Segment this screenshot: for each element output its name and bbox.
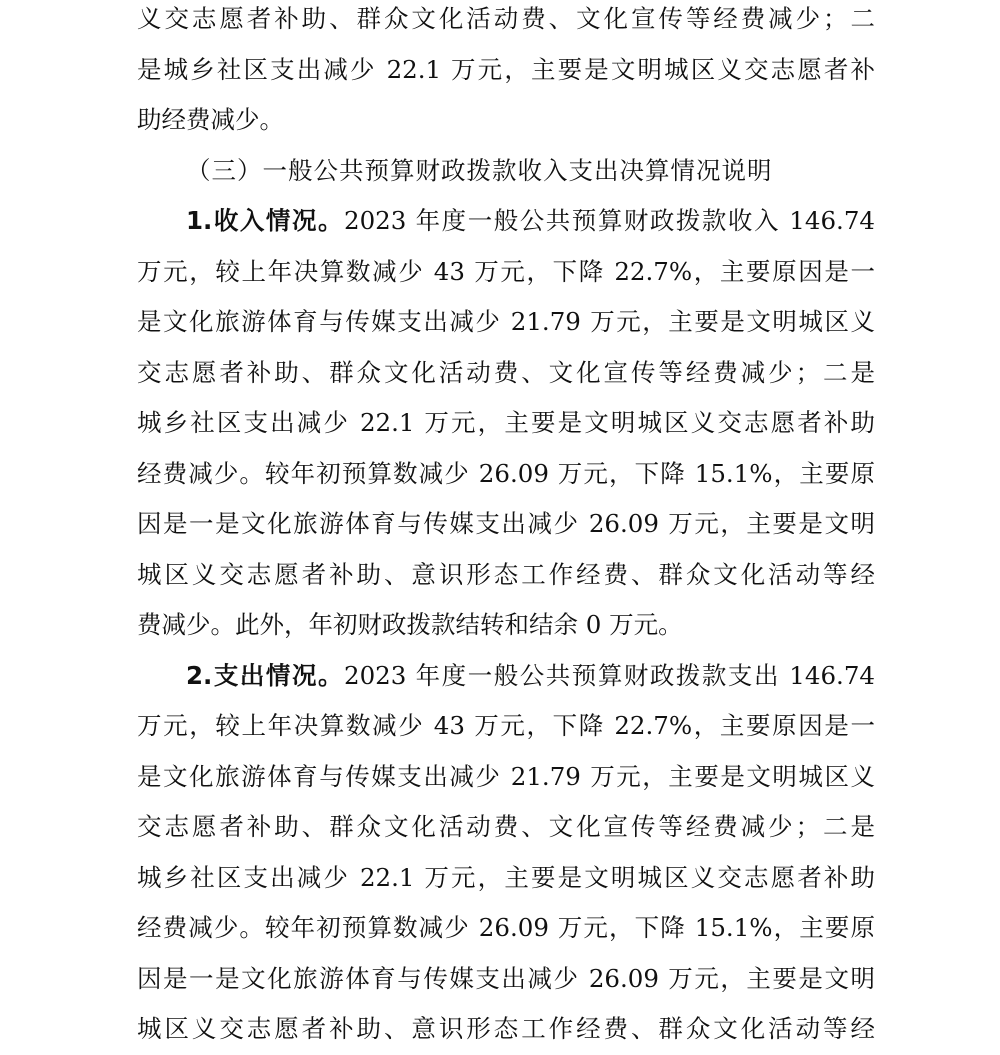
text-line: 义交志愿者补助、群众文化活动费、文化宣传等经费减少；二 bbox=[137, 4, 875, 33]
expense-label: 2.支出情况。 bbox=[186, 660, 344, 690]
text-line: 因是一是文化旅游体育与传媒支出减少 26.09 万元，主要是文明 bbox=[137, 509, 875, 538]
text-line: 助经费减少。 bbox=[137, 105, 284, 134]
text-line: 费减少。此外，年初财政拨款结转和结余 0 万元。 bbox=[137, 610, 683, 639]
text-line: 经费减少。较年初预算数减少 26.09 万元，下降 15.1%，主要原 bbox=[137, 458, 875, 488]
text-line: 因是一是文化旅游体育与传媒支出减少 26.09 万元，主要是文明 bbox=[137, 963, 875, 993]
text-line: 是文化旅游体育与传媒支出减少 21.79 万元，主要是文明城区义 bbox=[137, 761, 875, 791]
text-line: 万元，较上年决算数减少 43 万元，下降 22.7%，主要原因是一 bbox=[137, 711, 875, 740]
text-line: 城区义交志愿者补助、意识形态工作经费、群众文化活动等经 bbox=[137, 1014, 875, 1043]
text-line: 交志愿者补助、群众文化活动费、文化宣传等经费减少；二是 bbox=[137, 812, 875, 841]
text-line: 城乡社区支出减少 22.1 万元，主要是文明城区义交志愿者补助 bbox=[137, 862, 875, 892]
text-line: 万元，较上年决算数减少 43 万元，下降 22.7%，主要原因是一 bbox=[137, 256, 875, 286]
section-heading: （三）一般公共预算财政拨款收入支出决算情况说明 bbox=[186, 155, 773, 185]
text-line: 城乡社区支出减少 22.1 万元，主要是文明城区义交志愿者补助 bbox=[137, 408, 875, 437]
text-line: 城区义交志愿者补助、意识形态工作经费、群众文化活动等经 bbox=[137, 559, 875, 589]
income-text: 2023 年度一般公共预算财政拨款收入 146.74 bbox=[344, 206, 876, 235]
text-line: 交志愿者补助、群众文化活动费、文化宣传等经费减少；二是 bbox=[137, 357, 875, 387]
income-label: 1.收入情况。 bbox=[186, 206, 344, 235]
expense-text: 2023 年度一般公共预算财政拨款支出 146.74 bbox=[344, 660, 876, 690]
text-line: 是文化旅游体育与传媒支出减少 21.79 万元，主要是文明城区义 bbox=[137, 307, 875, 336]
text-line: 经费减少。较年初预算数减少 26.09 万元，下降 15.1%，主要原 bbox=[137, 913, 875, 942]
document-page bbox=[137, 0, 875, 1055]
income-paragraph-first-line bbox=[137, 196, 875, 247]
expense-paragraph-first-line bbox=[137, 651, 875, 702]
text-line: 是城乡社区支出减少 22.1 万元，主要是文明城区义交志愿者补 bbox=[137, 54, 875, 84]
